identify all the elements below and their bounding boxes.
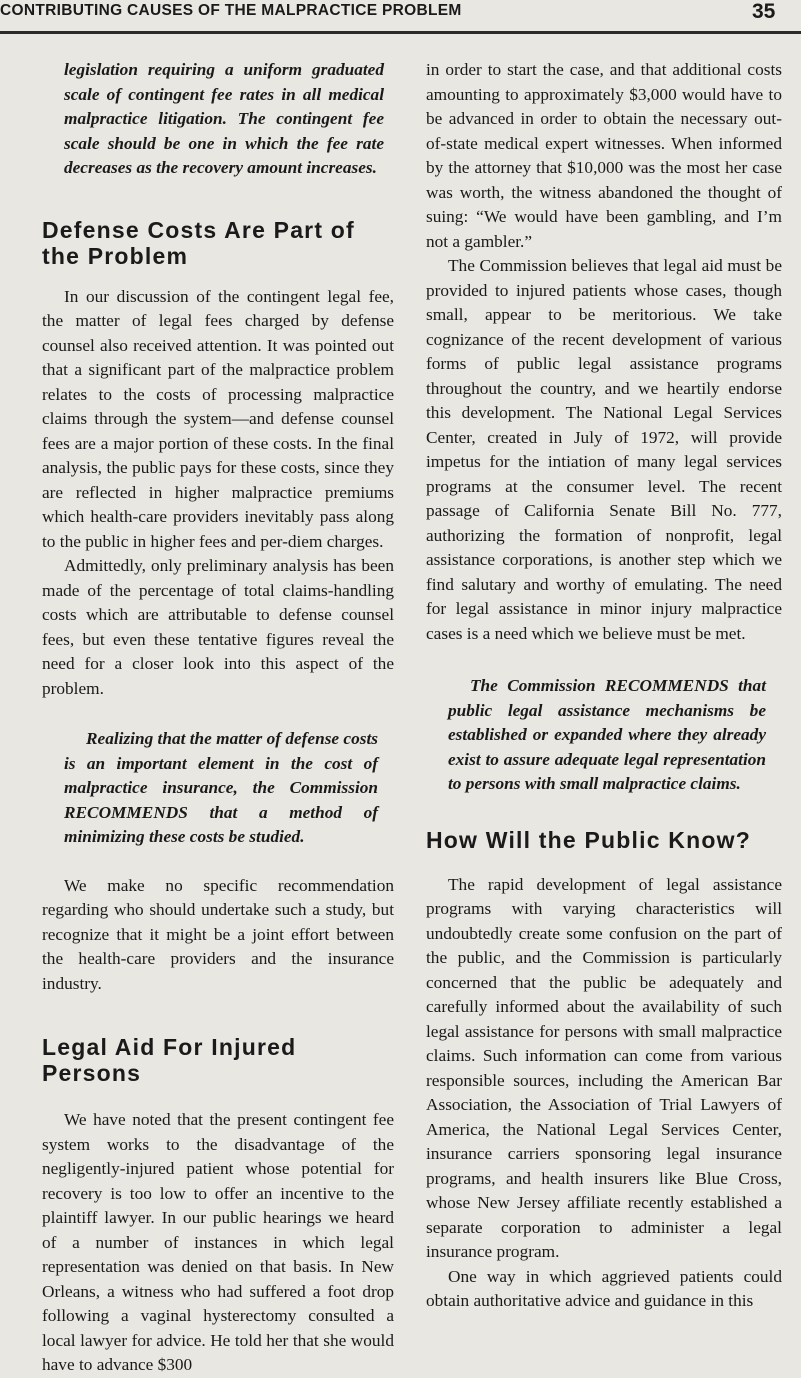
- left-column: [42, 58, 394, 1378]
- recommendation-defense-costs: Realizing that the matter of defense costs is an important element in the cost of malpractice insurance, the Commission RECOMMENDS that a method of minimizing these costs be studied.: [64, 729, 378, 846]
- heading-legal-aid: Legal Aid For Injured Persons: [42, 1034, 297, 1086]
- paragraph-defense-2: Admittedly, only preliminary analysis has been made of the percentage of total claims-handling costs which are attributable to defense counsel fees, but even these tentative figures reveal the need for a closer look into this aspect of the problem.: [42, 556, 394, 698]
- heading-public-know: How Will the Public Know?: [426, 826, 751, 853]
- paragraph-continuation: in order to start the case, and that additional costs amounting to approximately $3,000 would have to be advanced in order to obtain the necessary out-of-state medical expert witnesses. When informed by the attorney that $10,000 was the most her case was worth, the witness abandoned the thought of suing: “We would have been gambling, and I’m not a gambler.”: [426, 60, 782, 251]
- header-rule: [0, 31, 801, 34]
- right-column: [426, 58, 782, 1314]
- intro-recommendation-text: legislation requiring a uniform graduated scale of contingent fee rates in all medical malpractice litigation. The contingent fee scale should be one in which the fee rate decreases as the recovery amount increases.: [64, 60, 384, 177]
- paragraph-commission: The Commission believes that legal aid must be provided to injured patients whose cases, though small, appear to be meritorious. We take cognizance of the recent development of various forms of public legal assistance programs throughout the country, and we heartily endorse this development. The National Legal Services Center, created in July of 1972, will provide impetus for the intiation of many legal services programs at the consumer level. The recent passage of California Senate Bill No. 777, authorizing the formation of nonprofit, legal assistance corporations, is another step which we find salutary and worthy of emulating. The need for legal assistance in minor injury malpractice cases is a need which we believe must be met.: [426, 256, 782, 643]
- paragraph-defense-1: In our discussion of the contingent legal fee, the matter of legal fees charged by defense counsel also received attention. It was pointed out that a significant part of the malpractice problem relates to the costs of processing malpractice claims through the system—and defense counsel fees are a major portion of these costs. In the final analysis, the public pays for these costs, since they are reflected in higher malpractice premiums which health-care providers inevitably pass along to the public in higher fees and per-diem charges.: [42, 286, 394, 551]
- paragraph-public-1: The rapid development of legal assistance programs with varying characteristics will undoubtedly create some confusion on the part of the public, and the Commission is particularly concerned that the public be adequately and carefully informed about the availability of such legal assistance for persons with small malpractice claims. Such information can come from various responsible sources, including the American Bar Association, the Association of Trial Lawyers of America, the National Legal Services Center, insurance carriers sponsoring legal insurance programs, and health insurers like Blue Cross, whose New Jersey affiliate recently established a separate corporation to administer a legal insurance program.: [426, 874, 782, 1261]
- paragraph-legal-aid-1: We have noted that the present contingent fee system works to the disadvantage of the negligently-injured patient whose potential for recovery is too low to offer an incentive to the plaintiff lawyer. In our public hearings we heard of a number of instances in which legal representation was denied on that basis. In New Orleans, a witness who had suffered a foot drop following a vaginal hysterectomy consulted a local lawyer for advice. He told her that she would have to advance $300: [42, 1110, 394, 1374]
- paragraph-public-2: One way in which aggrieved patients could obtain authoritative advice and guidance in this: [426, 1266, 782, 1310]
- page-number: 35: [752, 0, 776, 23]
- paragraph-defense-3: We make no specific recommendation regarding who should undertake such a study, but recognize that it might be a joint effort between the health-care providers and the insurance industry.: [42, 875, 394, 993]
- recommendation-legal-assistance: The Commission RECOMMENDS that public legal assistance mechanisms be established or expanded where they already exist to assure adequate legal representation to persons with small malpractice claims.: [448, 676, 766, 793]
- running-header-title: CONTRIBUTING CAUSES OF THE MALPRACTICE PROBLEM: [0, 2, 462, 19]
- heading-defense-costs: Defense Costs Are Part of the Problem: [42, 216, 355, 269]
